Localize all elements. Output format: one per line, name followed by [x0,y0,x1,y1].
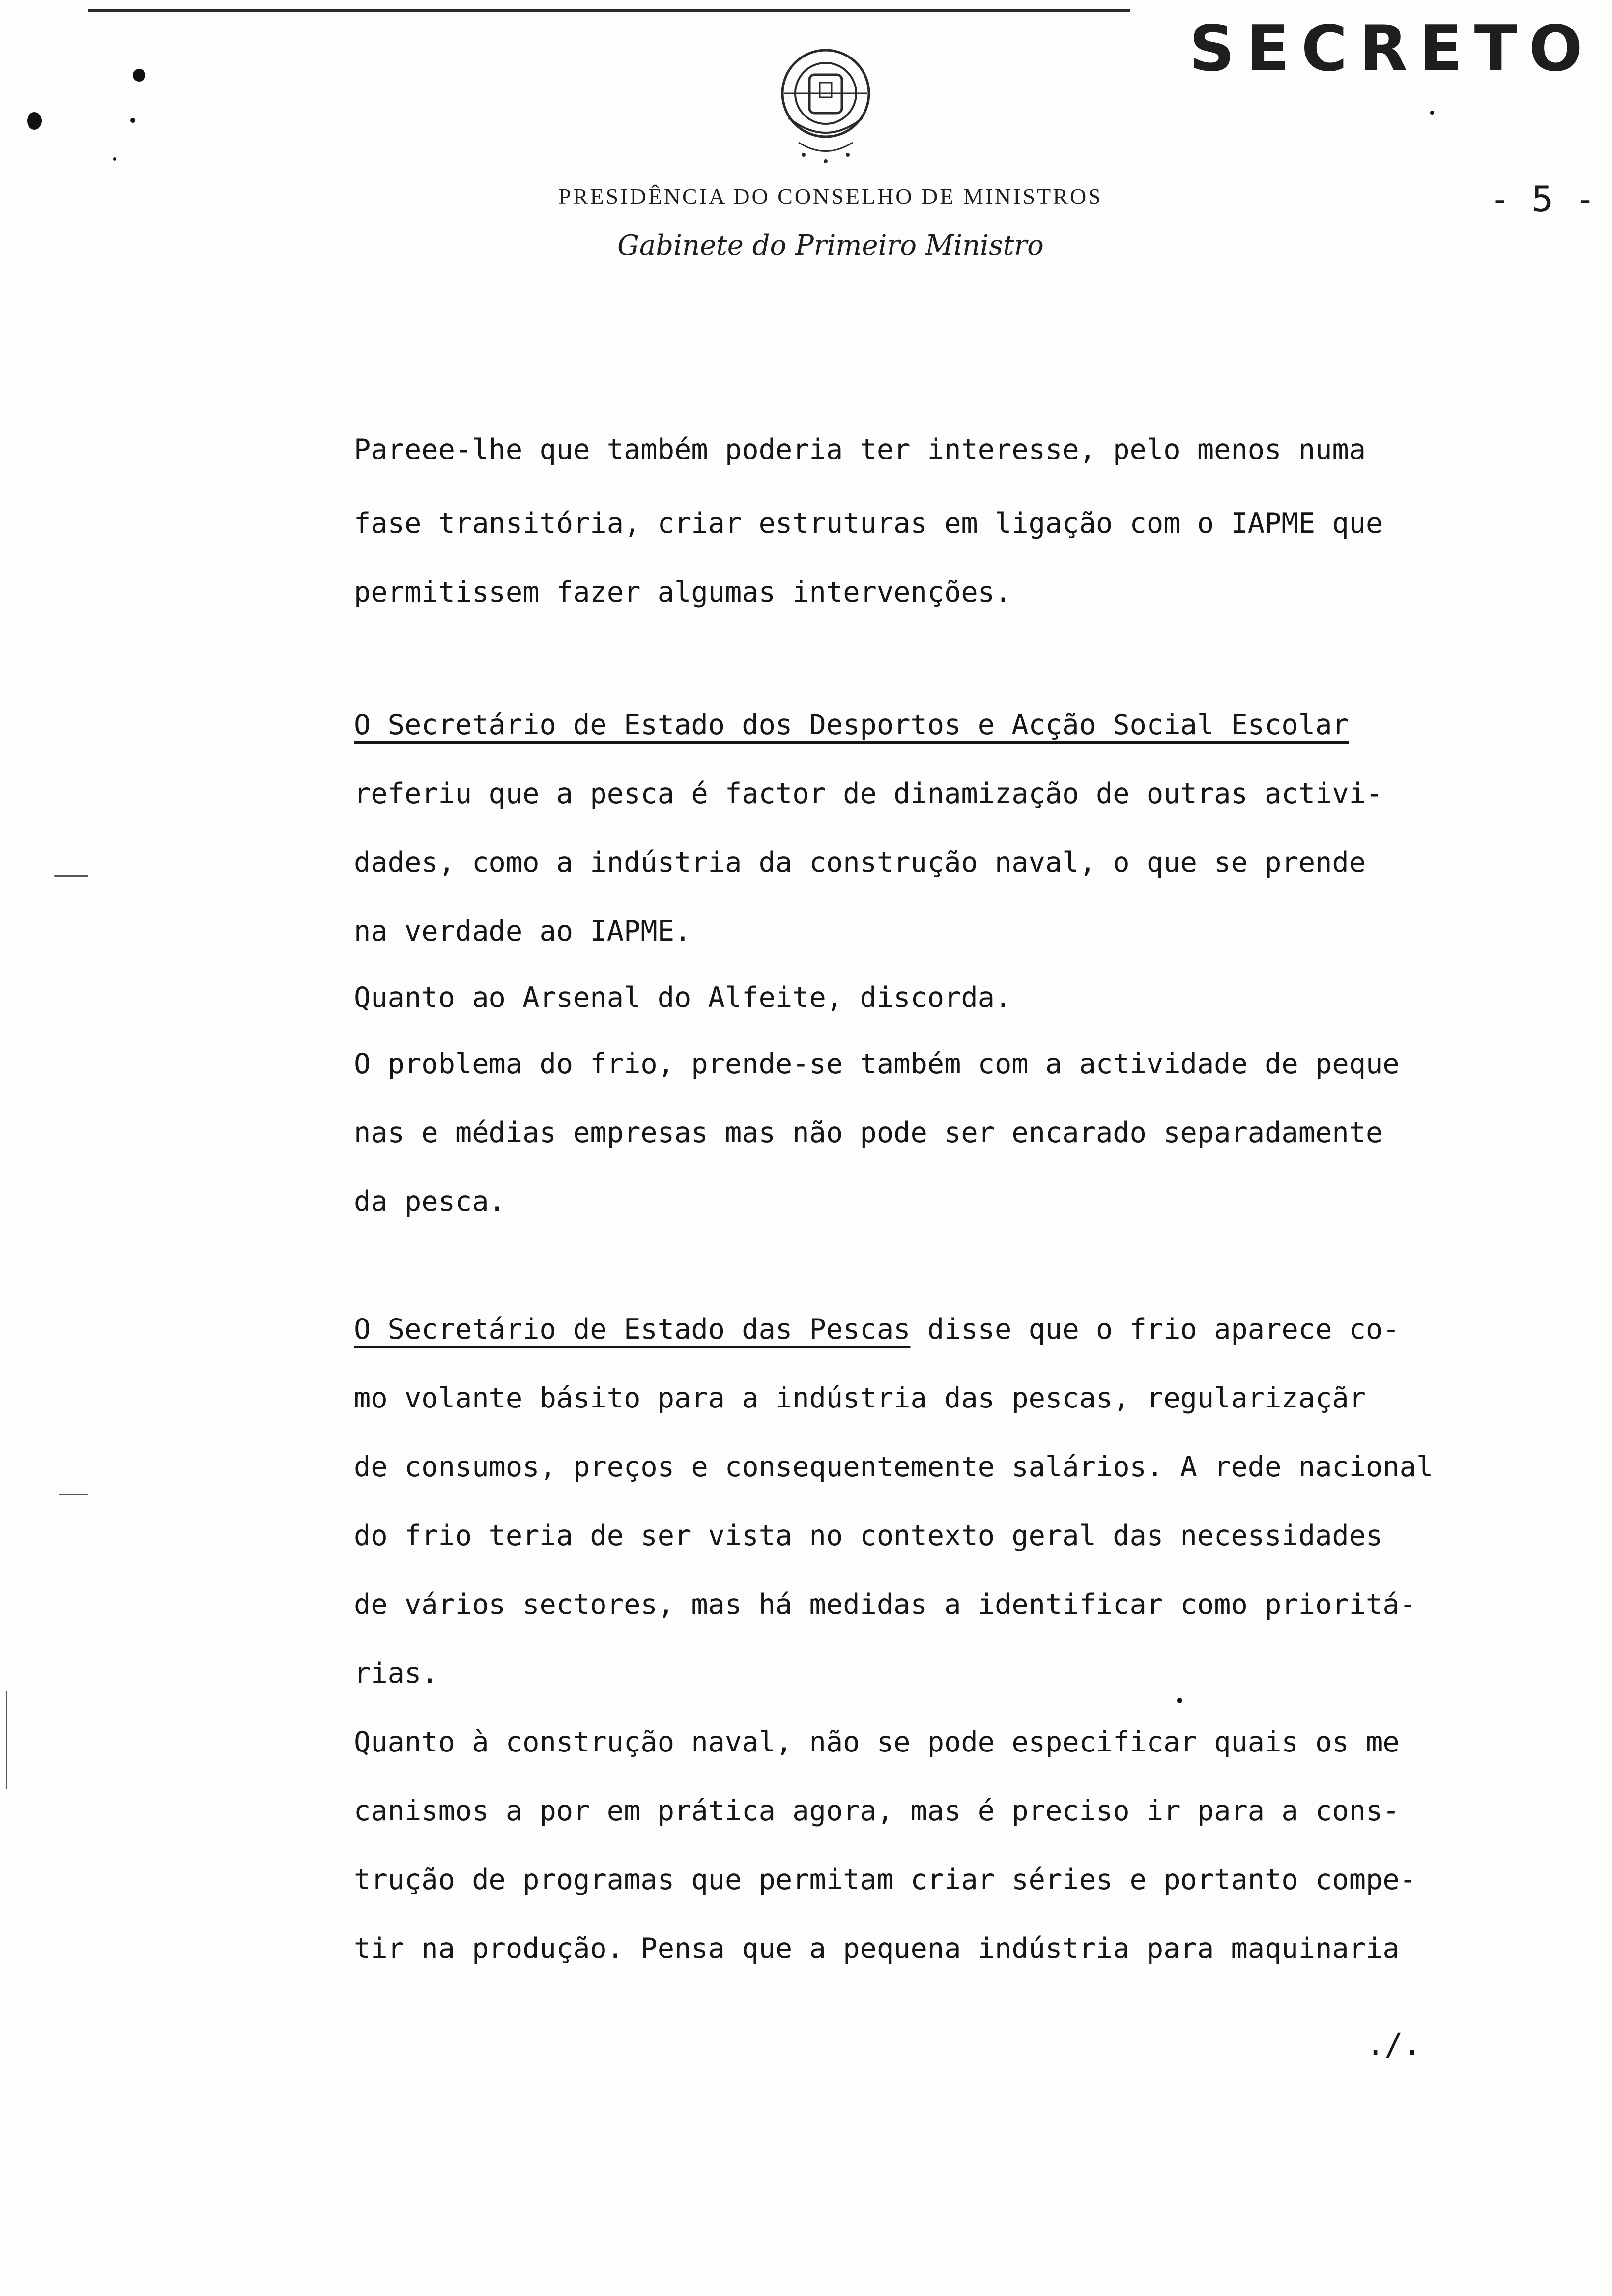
speaker-fisheries-secretary: O Secretário de Estado das Pescas [354,1313,911,1346]
body-line: Quanto ao Arsenal do Alfeite, discorda. [354,981,1012,1014]
speck-mark [1430,111,1434,115]
hole-punch-mark [133,69,145,82]
margin-fold-mark [54,875,88,877]
margin-edge-mark [6,1691,7,1789]
speck-mark [1177,1698,1182,1703]
body-line: Pareee-lhe que também poderia ter interesse, pelo menos numa [354,433,1366,466]
body-line: permitissem fazer algumas intervenções. [354,576,1012,608]
body-line: fase transitória, criar estruturas em ligação com o IAPME que [354,507,1383,540]
body-line: referiu que a pesca é factor de dinamização de outras activi- [354,777,1383,810]
body-line: dades, como a indústria da construção naval, o que se prende [354,846,1366,879]
continuation-mark: ./. [1366,2026,1421,2062]
speaker-sports-secretary: O Secretário de Estado dos Desportos e Acção Social Escolar [354,709,1349,741]
body-line: trução de programas que permitam criar séries e portanto compe- [354,1864,1416,1896]
margin-fold-mark [59,1494,88,1495]
header-presidency: PRESIDÊNCIA DO CONSELHO DE MINISTROS [558,184,1103,209]
body-line: de consumos, preços e consequentemente salários. A rede nacional [354,1451,1434,1483]
body-line: nas e médias empresas mas não pode ser encarado separadamente [354,1117,1383,1149]
body-line: na verdade ao IAPME. [354,915,691,947]
hole-punch-mark [27,112,42,130]
secret-stamp: SECRETO [1189,12,1594,86]
top-rule [88,9,1130,12]
memo-body [354,432,1524,1995]
body-line-speaker-fisheries [354,1312,1400,1347]
body-line: da pesca. [354,1185,506,1218]
page-number: - 5 - [1489,178,1596,220]
coat-of-arms-seal [769,44,882,167]
body-line: mo volante básito para a indústria das pescas, regularizaçãr [354,1382,1366,1414]
body-line: canismos a por em prática agora, mas é preciso ir para a cons- [354,1795,1400,1827]
body-line: Quanto à construção naval, não se pode especificar quais os me [354,1726,1400,1758]
speck-mark [130,118,135,123]
speck-mark [113,157,116,161]
body-line: O problema do frio, prende-se também com a actividade de peque [354,1048,1400,1080]
speaker-fisheries-rest: disse que o frio aparece co- [910,1313,1400,1346]
header-cabinet: Gabinete do Primeiro Ministro [617,230,1044,261]
body-line: tir na produção. Pensa que a pequena indústria para maquinaria [354,1932,1400,1965]
body-line: do frio teria de ser vista no contexto geral das necessidades [354,1520,1383,1552]
body-line: de vários sectores, mas há medidas a identificar como prioritá- [354,1588,1416,1621]
body-line: rias. [354,1657,438,1690]
